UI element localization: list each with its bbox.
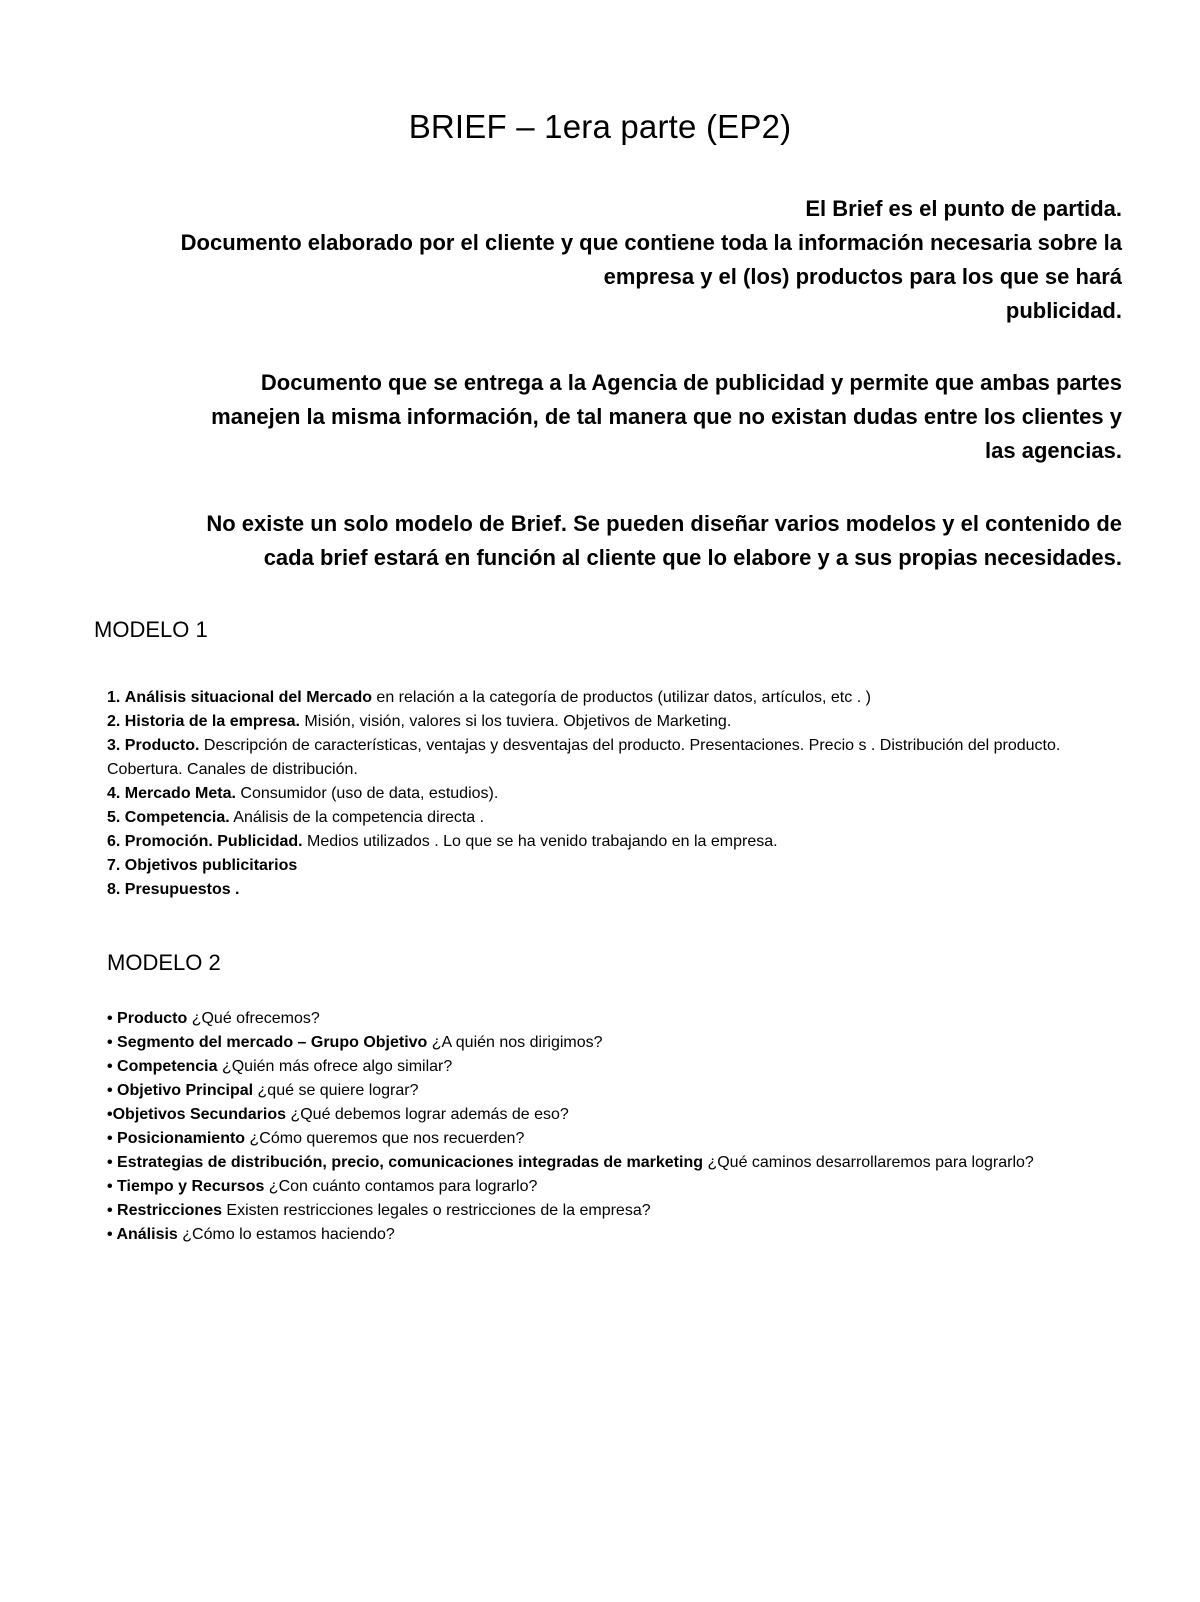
item-text: en relación a la categoría de productos (utilizar datos, artículos, etc . ) (371, 689, 871, 706)
list-item (107, 1199, 1107, 1223)
intro-line: empresa y el (los) productos para los que se hará (603, 264, 1122, 289)
item-text: Consumidor (uso de data, estudios). (235, 785, 499, 802)
bullet: • (107, 1106, 113, 1123)
item-number: 7. (107, 857, 121, 874)
bullet: • (107, 1178, 118, 1195)
list-item (107, 854, 1107, 878)
modelo-1-list (107, 686, 1107, 902)
list-item (107, 806, 1107, 830)
list-item (107, 1127, 1107, 1151)
intro-line: Documento que se entrega a la Agencia de publicidad y permite que ambas partes (260, 370, 1122, 395)
item-title: Producto (117, 1010, 188, 1027)
intro-line: las agencias. (985, 438, 1122, 463)
intro-line: manejen la misma información, de tal manera que no existan dudas entre los clientes y (211, 404, 1122, 429)
item-text: Medios utilizados . Lo que se ha venido trabajando en la empresa. (302, 833, 778, 850)
item-text: ¿qué se quiere lograr? (253, 1082, 419, 1099)
list-item (107, 1223, 1107, 1247)
item-text: ¿Qué debemos lograr además de eso? (286, 1106, 569, 1123)
item-text: Descripción de características, ventajas y desventajas del producto. Presentaciones. Precio s . Distribución del producto. Cobertura. Canales de distribución. (107, 737, 1061, 778)
item-title: Historia de la empresa. (124, 713, 300, 730)
item-title: Producto. (124, 737, 200, 754)
intro-line: El Brief es el punto de partida. (805, 196, 1122, 221)
item-title: Competencia. (124, 809, 230, 826)
list-item (107, 1055, 1107, 1079)
item-title: Tiempo y Recursos (117, 1178, 265, 1195)
item-text: ¿Qué caminos desarrollaremos para lograrlo? (703, 1154, 1034, 1171)
list-item (107, 1079, 1107, 1103)
list-item (107, 782, 1107, 806)
item-title: Estrategias de distribución, precio, comunicaciones integradas de marketing (117, 1154, 703, 1171)
item-title: Segmento del mercado – Grupo Objetivo (117, 1034, 428, 1051)
intro-line: Documento elaborado por el cliente y que contiene toda la información necesaria sobre la (180, 230, 1122, 255)
bullet: • (107, 1202, 118, 1219)
item-title: Presupuestos . (124, 881, 240, 898)
bullet: • (107, 1034, 118, 1051)
list-item (107, 686, 1107, 710)
bullet: • (107, 1010, 118, 1027)
item-title: Competencia (117, 1058, 218, 1075)
modelo-2-list (107, 1007, 1107, 1247)
bullet: • (107, 1154, 118, 1171)
list-item (107, 1151, 1107, 1175)
item-title: Objetivos Secundarios (112, 1106, 286, 1123)
modelo-2-heading: MODELO 2 (107, 950, 221, 975)
bullet: • (107, 1058, 118, 1075)
list-item (107, 734, 1107, 782)
item-title: Objetivo Principal (117, 1082, 254, 1099)
item-title: Mercado Meta. (124, 785, 236, 802)
item-title: Posicionamiento (117, 1130, 246, 1147)
item-number: 6. (107, 833, 121, 850)
list-item (107, 1031, 1107, 1055)
item-number: 1. (107, 689, 121, 706)
item-title: Promoción. Publicidad. (124, 833, 303, 850)
document-title: BRIEF – 1era parte (EP2) (408, 108, 792, 145)
bullet: • (107, 1082, 118, 1099)
list-item (107, 830, 1107, 854)
intro-paragraph-3 (82, 507, 1122, 575)
item-text: ¿A quién nos dirigimos? (427, 1034, 603, 1051)
item-text: Misión, visión, valores si los tuviera. Objetivos de Marketing. (299, 713, 732, 730)
item-text: ¿Con cuánto contamos para lograrlo? (264, 1178, 538, 1195)
item-text: ¿Cómo queremos que nos recuerden? (245, 1130, 525, 1147)
list-item (107, 1175, 1107, 1199)
item-title: Objetivos publicitarios (124, 857, 298, 874)
intro-line: cada brief estará en función al cliente que lo elabore y a sus propias necesidades. (263, 545, 1122, 570)
item-text: Análisis de la competencia directa . (229, 809, 485, 826)
item-number: 5. (107, 809, 121, 826)
intro-paragraph-1 (82, 192, 1122, 328)
item-title: Análisis (116, 1226, 178, 1243)
list-item (107, 1103, 1107, 1127)
item-text: ¿Quién más ofrece algo similar? (217, 1058, 453, 1075)
intro-line: No existe un solo modelo de Brief. Se pueden diseñar varios modelos y el contenido de (206, 511, 1122, 536)
intro-paragraph-2 (82, 366, 1122, 468)
item-text: ¿Cómo lo estamos haciendo? (177, 1226, 395, 1243)
modelo-1-heading: MODELO 1 (94, 617, 208, 642)
item-title: Análisis situacional del Mercado (124, 689, 372, 706)
item-number: 4. (107, 785, 121, 802)
list-item (107, 1007, 1107, 1031)
item-title: Restricciones (117, 1202, 222, 1219)
item-number: 3. (107, 737, 121, 754)
item-number: 2. (107, 713, 121, 730)
item-text: ¿Qué ofrecemos? (187, 1010, 320, 1027)
bullet: • (107, 1130, 118, 1147)
list-item (107, 878, 1107, 902)
item-text: Existen restricciones legales o restricciones de la empresa? (221, 1202, 651, 1219)
intro-line: publicidad. (1005, 298, 1122, 323)
list-item (107, 710, 1107, 734)
item-number: 8. (107, 881, 121, 898)
bullet: • (107, 1226, 117, 1243)
